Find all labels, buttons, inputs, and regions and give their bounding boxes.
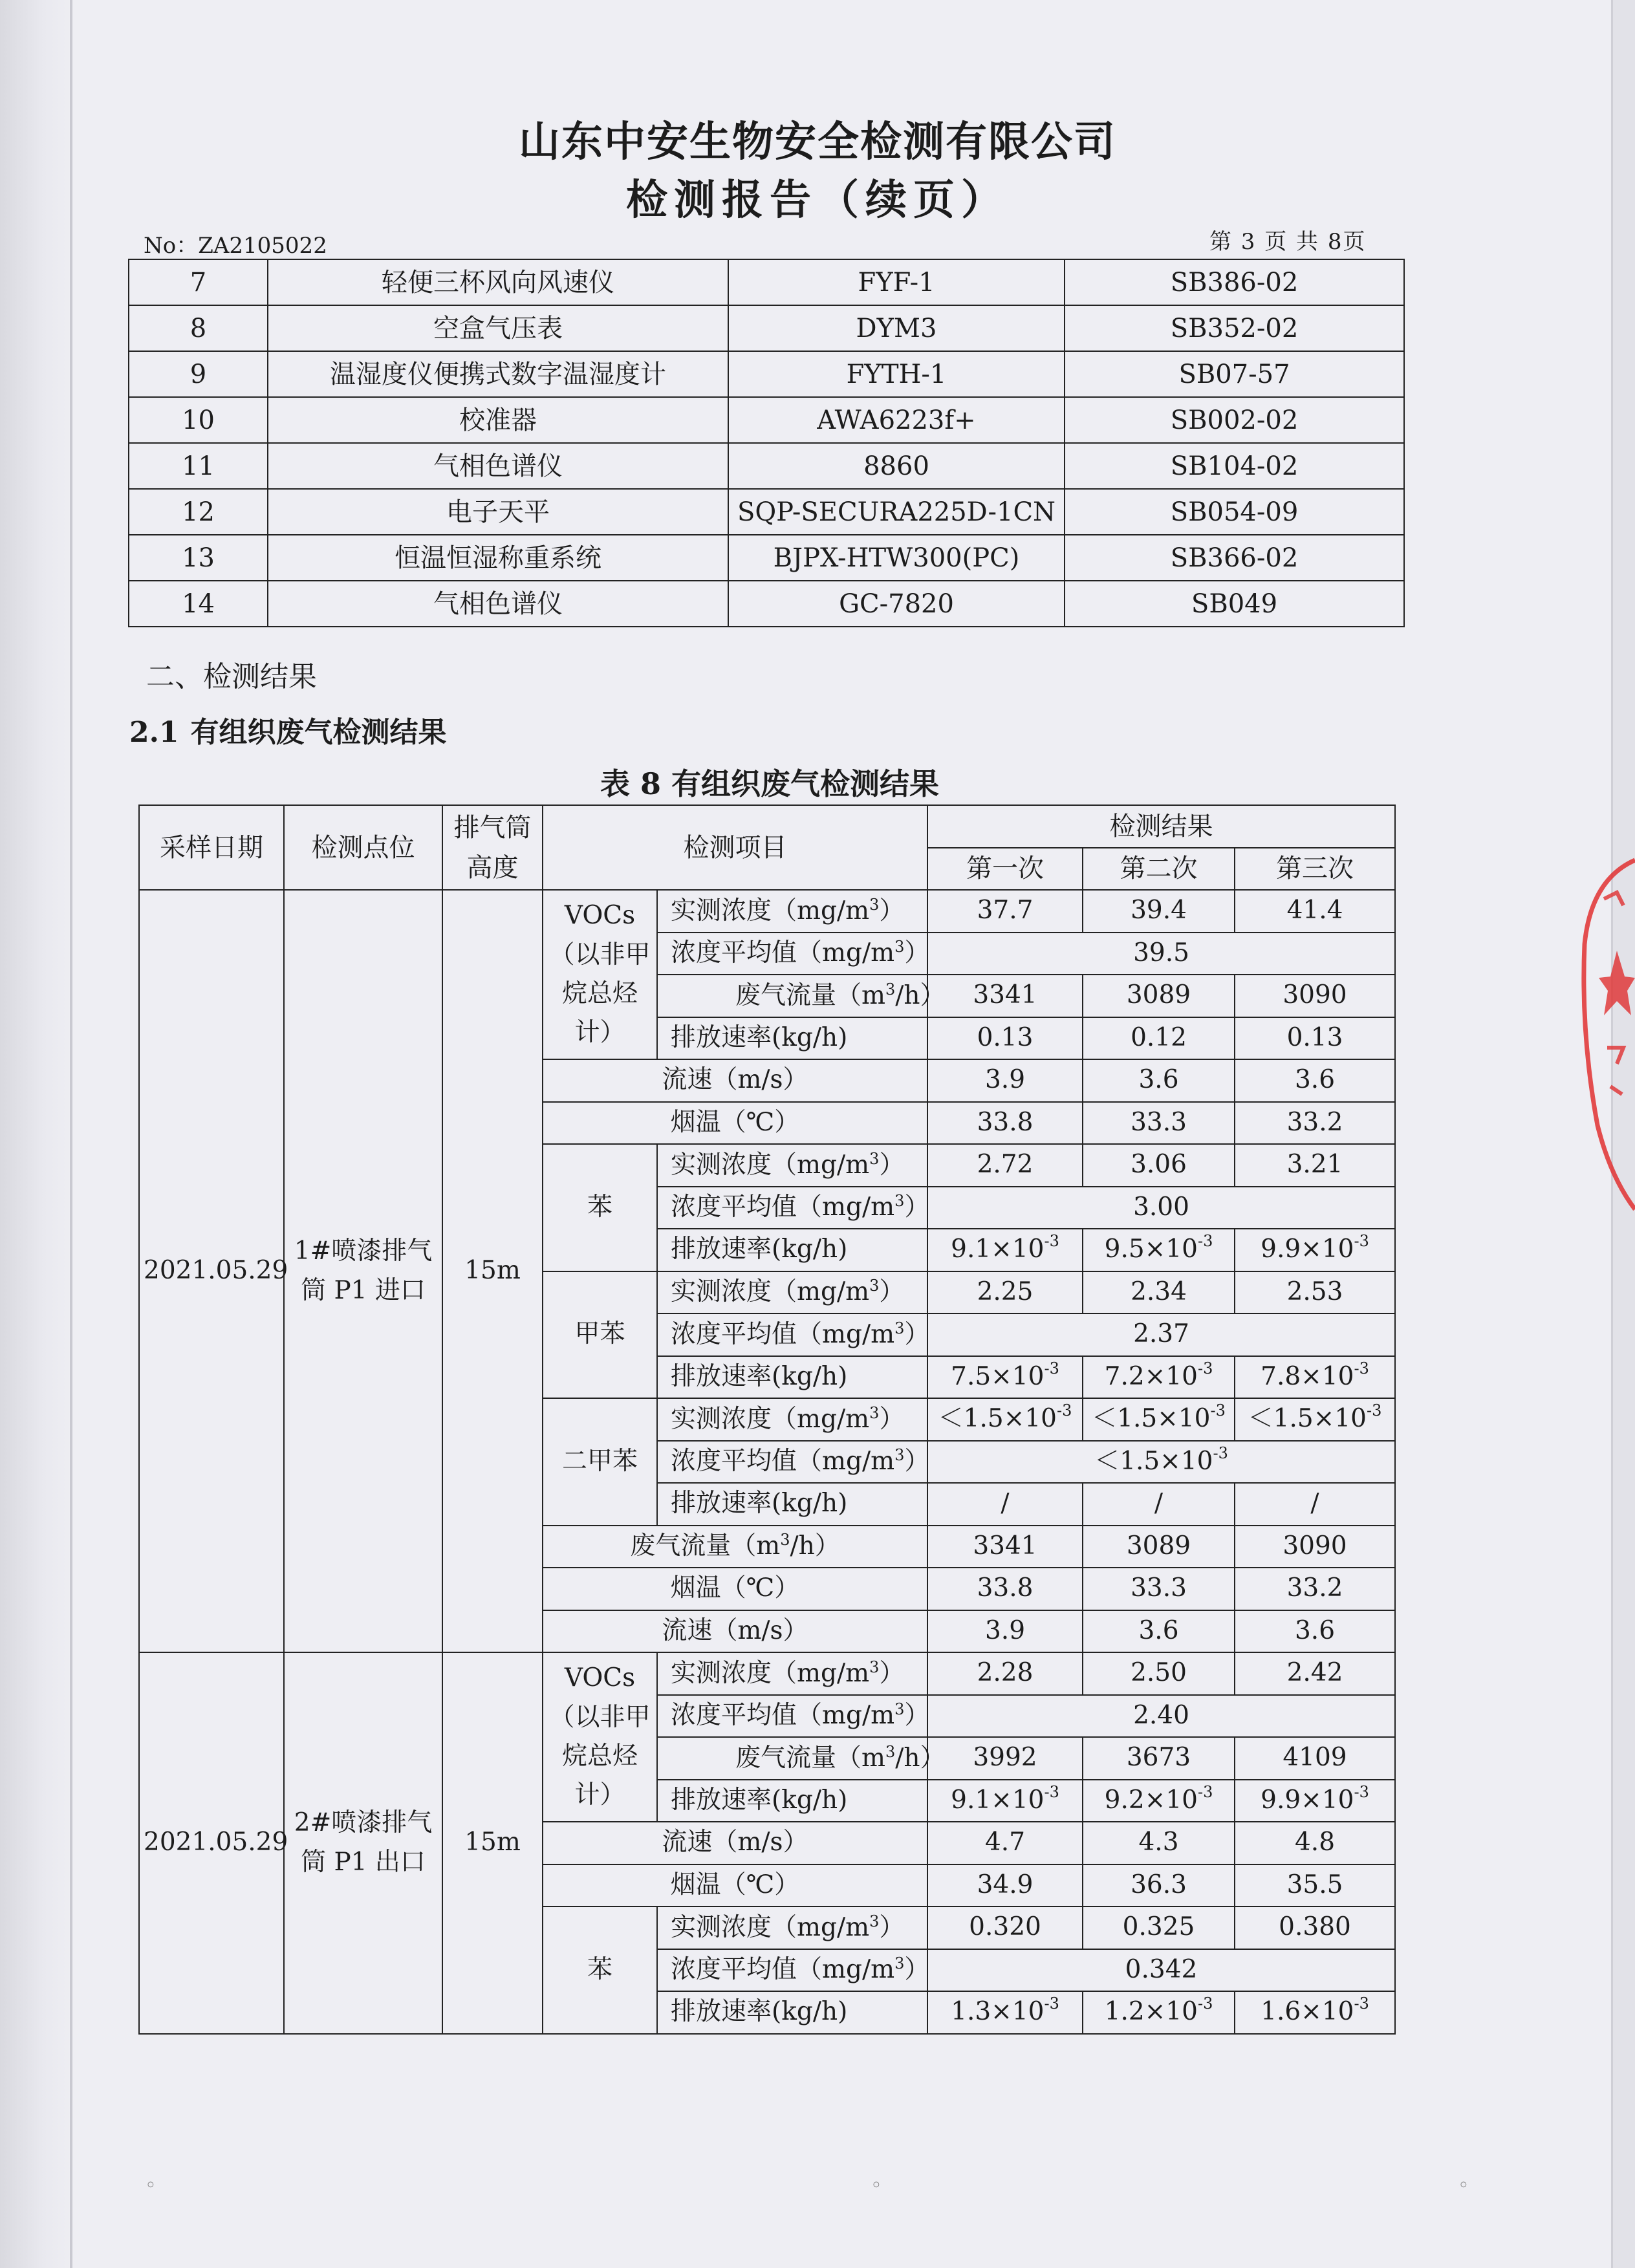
value-cell <box>1083 1398 1235 1441</box>
value-cell: 4.7 <box>927 1822 1083 1864</box>
item-label-cell <box>657 1695 930 1738</box>
red-seal-stamp <box>1578 854 1635 1216</box>
stack-height-cell: 15m <box>442 1652 543 2034</box>
punch-mark: ◦ <box>1458 2174 1469 2197</box>
value-cell: 0.325 <box>1083 1906 1235 1949</box>
item-label-text: 实测浓度（mg/m <box>671 1658 870 1688</box>
item-label-cell: 流速（m/s） <box>543 1059 927 1102</box>
mantissa-text: 7.2×10 <box>1104 1361 1198 1391</box>
equipment-code-cell: SB366-02 <box>1065 535 1404 581</box>
value-cell: 3.9 <box>927 1610 1083 1653</box>
item-label-tail: /h） <box>895 1743 946 1773</box>
value-cell <box>1235 1398 1395 1441</box>
item-label-tail: ） <box>904 1701 930 1731</box>
item-label-cell: 排放速率(kg/h) <box>657 1229 927 1271</box>
value-cell <box>927 1398 1083 1441</box>
value-cell: 0.12 <box>1083 1017 1235 1060</box>
value-cell: 2.25 <box>927 1271 1083 1314</box>
item-label-cell: 排放速率(kg/h) <box>657 1991 927 2034</box>
value-cell: / <box>927 1483 1083 1526</box>
superscript-exponent: -3 <box>1354 1782 1369 1801</box>
superscript-exponent: -3 <box>1197 1232 1213 1251</box>
section-heading-results: 二、检测结果 <box>146 660 317 693</box>
header-item: 检测项目 <box>543 805 927 890</box>
mantissa-text: 1.3×10 <box>951 1997 1045 2027</box>
superscript-exponent: -3 <box>1044 1782 1059 1801</box>
table-row <box>139 805 1395 848</box>
header-r2: 第二次 <box>1083 848 1235 891</box>
value-cell: 2.42 <box>1235 1652 1395 1695</box>
value-cell: / <box>1235 1483 1395 1526</box>
equipment-model-cell: DYM3 <box>728 305 1065 351</box>
value-cell: 2.72 <box>927 1144 1083 1187</box>
mantissa-text: 9.2×10 <box>1104 1785 1198 1815</box>
value-cell: 35.5 <box>1235 1864 1395 1907</box>
average-value-cell: 39.5 <box>927 933 1395 975</box>
value-cell <box>1083 1229 1235 1271</box>
equipment-model-cell: FYF-1 <box>728 259 1065 305</box>
item-label-tail: ） <box>904 938 930 968</box>
mantissa-text: 7.5×10 <box>951 1361 1045 1391</box>
benzene-group-cell: 苯 <box>543 1906 657 2034</box>
value-cell: 2.53 <box>1235 1271 1395 1314</box>
superscript-exponent: 3 <box>894 938 905 956</box>
item-label-text: 浓度平均值（mg/m <box>671 938 895 968</box>
mantissa-text: 9.5×10 <box>1104 1235 1198 1264</box>
header-date: 采样日期 <box>139 805 284 890</box>
average-value-cell: 0.342 <box>927 1949 1395 1992</box>
item-label-cell <box>543 1526 927 1568</box>
item-label-tail: ） <box>879 896 905 925</box>
equipment-no-cell: 9 <box>129 351 268 397</box>
document-number: No：ZA2105022 <box>144 233 327 259</box>
superscript-exponent: 3 <box>894 1700 905 1719</box>
mantissa-text: ＜1.5×10 <box>1092 1404 1211 1434</box>
value-cell: 3.6 <box>1235 1610 1395 1653</box>
mantissa-text: 1.6×10 <box>1261 1997 1354 2027</box>
superscript-exponent: -3 <box>1044 1994 1059 2013</box>
item-label-tail: ） <box>904 1955 930 1985</box>
mantissa-text: ＜1.5×10 <box>1248 1404 1367 1434</box>
table-row <box>139 890 1395 933</box>
item-label-tail: ） <box>879 1150 905 1180</box>
page-number: 第 3 页 共 8页 <box>1209 229 1367 255</box>
value-cell: 4109 <box>1235 1737 1395 1780</box>
value-cell: 33.3 <box>1083 1568 1235 1610</box>
item-label-cell <box>657 1737 946 1780</box>
superscript-exponent: 3 <box>869 1149 880 1168</box>
value-cell: 33.8 <box>927 1102 1083 1145</box>
equipment-name-cell: 恒温恒湿称重系统 <box>268 535 728 581</box>
average-value-cell <box>927 1441 1395 1484</box>
item-label-text: 浓度平均值（mg/m <box>671 1955 895 1985</box>
value-cell: 3.6 <box>1083 1059 1235 1102</box>
item-label-cell: 流速（m/s） <box>543 1610 927 1653</box>
value-cell: 3.06 <box>1083 1144 1235 1187</box>
equipment-row <box>129 581 1404 627</box>
item-label-cell: 烟温（℃） <box>543 1102 927 1145</box>
equipment-name-cell: 气相色谱仪 <box>268 443 728 489</box>
value-cell: 3673 <box>1083 1737 1235 1780</box>
equipment-no-cell: 7 <box>129 259 268 305</box>
item-label-text: 浓度平均值（mg/m <box>671 1447 895 1476</box>
superscript-exponent: -3 <box>1197 1782 1213 1801</box>
value-cell: 3089 <box>1083 1526 1235 1568</box>
item-label-tail: ） <box>904 1319 930 1349</box>
paper-binding-shadow <box>0 0 72 2268</box>
value-cell: 3.6 <box>1235 1059 1395 1102</box>
superscript-exponent: 3 <box>885 980 896 999</box>
item-label-cell <box>657 1313 930 1356</box>
sample-date-cell: 2021.05.29 <box>139 890 284 1652</box>
equipment-code-cell: SB049 <box>1065 581 1404 627</box>
value-cell: 33.3 <box>1083 1102 1235 1145</box>
emission-results-table <box>138 805 1396 2035</box>
equipment-no-cell: 12 <box>129 489 268 535</box>
item-label-tail: ） <box>879 1404 905 1434</box>
superscript-exponent: 3 <box>869 1277 880 1295</box>
item-label-cell <box>657 1906 927 1949</box>
item-label-text: 废气流量（m <box>735 1743 885 1773</box>
item-label-cell: 排放速率(kg/h) <box>657 1780 927 1822</box>
equipment-code-cell: SB054-09 <box>1065 489 1404 535</box>
average-value-cell: 2.37 <box>927 1313 1395 1356</box>
equipment-row <box>129 443 1404 489</box>
item-label-cell <box>657 1949 930 1992</box>
equipment-table <box>128 259 1405 627</box>
item-label-cell <box>657 890 927 933</box>
value-cell <box>927 1356 1083 1399</box>
item-label-tail: /h） <box>790 1531 840 1561</box>
item-label-cell <box>657 1271 927 1314</box>
sample-point-cell: 1#喷漆排气筒 P1 进口 <box>284 890 442 1652</box>
superscript-exponent: -3 <box>1354 1232 1369 1251</box>
equipment-model-cell: SQP-SECURA225D-1CN <box>728 489 1065 535</box>
equipment-row <box>129 397 1404 443</box>
value-cell: 37.7 <box>927 890 1083 933</box>
item-label-cell: 排放速率(kg/h) <box>657 1483 927 1526</box>
value-cell <box>927 1229 1083 1271</box>
superscript-exponent: -3 <box>1197 1994 1213 2013</box>
report-title: 检测报告（续页） <box>626 176 1009 224</box>
equipment-no-cell: 13 <box>129 535 268 581</box>
value-cell: 41.4 <box>1235 890 1395 933</box>
header-r1: 第一次 <box>927 848 1083 891</box>
superscript-exponent: -3 <box>1366 1401 1382 1420</box>
superscript-exponent: 3 <box>894 1192 905 1211</box>
superscript-exponent: -3 <box>1354 1359 1369 1377</box>
item-label-cell <box>657 933 930 975</box>
value-cell <box>1235 1991 1395 2034</box>
voc-group-cell: VOCs（以非甲烷总烃计） <box>543 1652 657 1822</box>
mantissa-text: 9.1×10 <box>951 1235 1045 1264</box>
item-label-cell <box>657 1652 927 1695</box>
equipment-model-cell: FYTH-1 <box>728 351 1065 397</box>
item-label-tail: ） <box>879 1658 905 1688</box>
equipment-code-cell: SB07-57 <box>1065 351 1404 397</box>
header-r3: 第三次 <box>1235 848 1395 891</box>
item-label-text: 浓度平均值（mg/m <box>671 1193 895 1222</box>
average-value-cell: 2.40 <box>927 1695 1395 1738</box>
equipment-row <box>129 351 1404 397</box>
item-label-cell: 排放速率(kg/h) <box>657 1017 927 1060</box>
mantissa-text: 1.2×10 <box>1104 1997 1198 2027</box>
equipment-name-cell: 温湿度仪便携式数字温湿度计 <box>268 351 728 397</box>
item-label-text: 实测浓度（mg/m <box>671 1912 870 1942</box>
header-result: 检测结果 <box>927 805 1395 848</box>
item-label-cell <box>657 1441 930 1484</box>
superscript-exponent: -3 <box>1213 1443 1228 1462</box>
value-cell: 36.3 <box>1083 1864 1235 1907</box>
superscript-exponent: 3 <box>869 1658 880 1676</box>
equipment-name-cell: 轻便三杯风向风速仪 <box>268 259 728 305</box>
superscript-exponent: 3 <box>869 895 880 914</box>
value-cell: 0.380 <box>1235 1906 1395 1949</box>
table-row <box>139 1652 1395 1695</box>
equipment-name-cell: 空盒气压表 <box>268 305 728 351</box>
item-label-text: 浓度平均值（mg/m <box>671 1701 895 1731</box>
item-label-tail: ） <box>904 1447 930 1476</box>
stack-height-cell: 15m <box>442 890 543 1652</box>
equipment-row <box>129 305 1404 351</box>
value-cell: 39.4 <box>1083 890 1235 933</box>
value-cell: 2.28 <box>927 1652 1083 1695</box>
equipment-no-cell: 8 <box>129 305 268 351</box>
average-value-cell: 3.00 <box>927 1187 1395 1229</box>
xylene-group-cell: 二甲苯 <box>543 1398 657 1526</box>
equipment-no-cell: 10 <box>129 397 268 443</box>
equipment-name-cell: 气相色谱仪 <box>268 581 728 627</box>
value-cell: 3992 <box>927 1737 1083 1780</box>
value-cell <box>1235 1356 1395 1399</box>
superscript-exponent: 3 <box>894 1954 905 1973</box>
header-height: 排气筒高度 <box>442 805 543 890</box>
value-cell: 2.34 <box>1083 1271 1235 1314</box>
equipment-no-cell: 14 <box>129 581 268 627</box>
value-cell: 0.13 <box>1235 1017 1395 1060</box>
value-cell: 3090 <box>1235 975 1395 1017</box>
value-cell: 3.6 <box>1083 1610 1235 1653</box>
value-cell: 3.21 <box>1235 1144 1395 1187</box>
value-cell: 0.320 <box>927 1906 1083 1949</box>
mantissa-text: 9.9×10 <box>1261 1235 1354 1264</box>
value-cell: 4.3 <box>1083 1822 1235 1864</box>
mantissa-text: ＜1.5×10 <box>1094 1446 1213 1476</box>
value-cell: 33.8 <box>927 1568 1083 1610</box>
item-label-tail: ） <box>879 1277 905 1307</box>
table-caption: 表 8 有组织废气检测结果 <box>600 766 940 801</box>
item-label-tail: ） <box>879 1912 905 1942</box>
value-cell <box>1083 1780 1235 1822</box>
value-cell: 3089 <box>1083 975 1235 1017</box>
item-label-text: 实测浓度（mg/m <box>671 1150 870 1180</box>
value-cell <box>1235 1229 1395 1271</box>
superscript-exponent: 3 <box>885 1742 896 1761</box>
value-cell <box>1235 1780 1395 1822</box>
subsection-title: 有组织废气检测结果 <box>190 716 447 749</box>
item-label-tail: /h） <box>895 980 946 1010</box>
superscript-exponent: 3 <box>780 1531 790 1550</box>
item-label-text: 实测浓度（mg/m <box>671 896 870 925</box>
value-cell: 4.8 <box>1235 1822 1395 1864</box>
equipment-row <box>129 259 1404 305</box>
punch-mark: ◦ <box>871 2174 882 2197</box>
item-label-cell: 流速（m/s） <box>543 1822 927 1864</box>
superscript-exponent: -3 <box>1056 1401 1072 1420</box>
item-label-text: 废气流量（m <box>735 980 885 1010</box>
equipment-model-cell: AWA6223f+ <box>728 397 1065 443</box>
superscript-exponent: 3 <box>869 1912 880 1930</box>
value-cell: 33.2 <box>1235 1102 1395 1145</box>
item-label-cell <box>657 1187 930 1229</box>
item-label-cell: 烟温（℃） <box>543 1568 927 1610</box>
sample-point-cell: 2#喷漆排气筒 P1 出口 <box>284 1652 442 2034</box>
superscript-exponent: 3 <box>894 1319 905 1337</box>
equipment-model-cell: GC-7820 <box>728 581 1065 627</box>
value-cell: 3341 <box>927 975 1083 1017</box>
value-cell <box>1083 1356 1235 1399</box>
equipment-row <box>129 489 1404 535</box>
value-cell: 33.2 <box>1235 1568 1395 1610</box>
item-label-cell <box>657 1144 927 1187</box>
subsection-heading <box>129 709 447 750</box>
subsection-number: 2.1 <box>129 716 179 749</box>
value-cell: 2.50 <box>1083 1652 1235 1695</box>
sample-date-cell: 2021.05.29 <box>139 1652 284 2034</box>
equipment-code-cell: SB104-02 <box>1065 443 1404 489</box>
paper-edge <box>70 0 72 2268</box>
item-label-text: 废气流量（m <box>630 1531 781 1561</box>
item-label-text: 实测浓度（mg/m <box>671 1277 870 1307</box>
value-cell: / <box>1083 1483 1235 1526</box>
superscript-exponent: -3 <box>1210 1401 1226 1420</box>
equipment-code-cell: SB386-02 <box>1065 259 1404 305</box>
value-cell <box>927 1780 1083 1822</box>
item-label-text: 浓度平均值（mg/m <box>671 1319 895 1349</box>
value-cell: 3.9 <box>927 1059 1083 1102</box>
item-label-cell <box>657 975 946 1017</box>
mantissa-text: 9.9×10 <box>1261 1785 1354 1815</box>
superscript-exponent: 3 <box>869 1403 880 1422</box>
item-label-tail: ） <box>904 1193 930 1222</box>
superscript-exponent: -3 <box>1044 1359 1059 1377</box>
value-cell: 3090 <box>1235 1526 1395 1568</box>
equipment-row <box>129 535 1404 581</box>
equipment-code-cell: SB002-02 <box>1065 397 1404 443</box>
item-label-text: 实测浓度（mg/m <box>671 1404 870 1434</box>
mantissa-text: 9.1×10 <box>951 1785 1045 1815</box>
equipment-model-cell: BJPX-HTW300(PC) <box>728 535 1065 581</box>
equipment-code-cell: SB352-02 <box>1065 305 1404 351</box>
value-cell <box>1083 1991 1235 2034</box>
item-label-cell: 烟温（℃） <box>543 1864 927 1907</box>
equipment-model-cell: 8860 <box>728 443 1065 489</box>
benzene-group-cell: 苯 <box>543 1144 657 1271</box>
header-point: 检测点位 <box>284 805 442 890</box>
equipment-name-cell: 校准器 <box>268 397 728 443</box>
item-label-cell <box>657 1398 927 1441</box>
company-title: 山东中安生物安全检测有限公司 <box>519 118 1116 166</box>
mantissa-text: ＜1.5×10 <box>938 1404 1057 1434</box>
value-cell <box>927 1991 1083 2034</box>
value-cell: 0.13 <box>927 1017 1083 1060</box>
value-cell: 3341 <box>927 1526 1083 1568</box>
mantissa-text: 7.8×10 <box>1261 1361 1354 1391</box>
superscript-exponent: 3 <box>894 1446 905 1465</box>
punch-mark: ◦ <box>145 2174 157 2197</box>
superscript-exponent: -3 <box>1044 1232 1059 1251</box>
item-label-cell: 排放速率(kg/h) <box>657 1356 927 1399</box>
equipment-no-cell: 11 <box>129 443 268 489</box>
superscript-exponent: -3 <box>1197 1359 1213 1377</box>
voc-group-cell: VOCs（以非甲烷总烃计） <box>543 890 657 1059</box>
toluene-group-cell: 甲苯 <box>543 1271 657 1399</box>
value-cell: 34.9 <box>927 1864 1083 1907</box>
equipment-name-cell: 电子天平 <box>268 489 728 535</box>
superscript-exponent: -3 <box>1354 1994 1369 2013</box>
